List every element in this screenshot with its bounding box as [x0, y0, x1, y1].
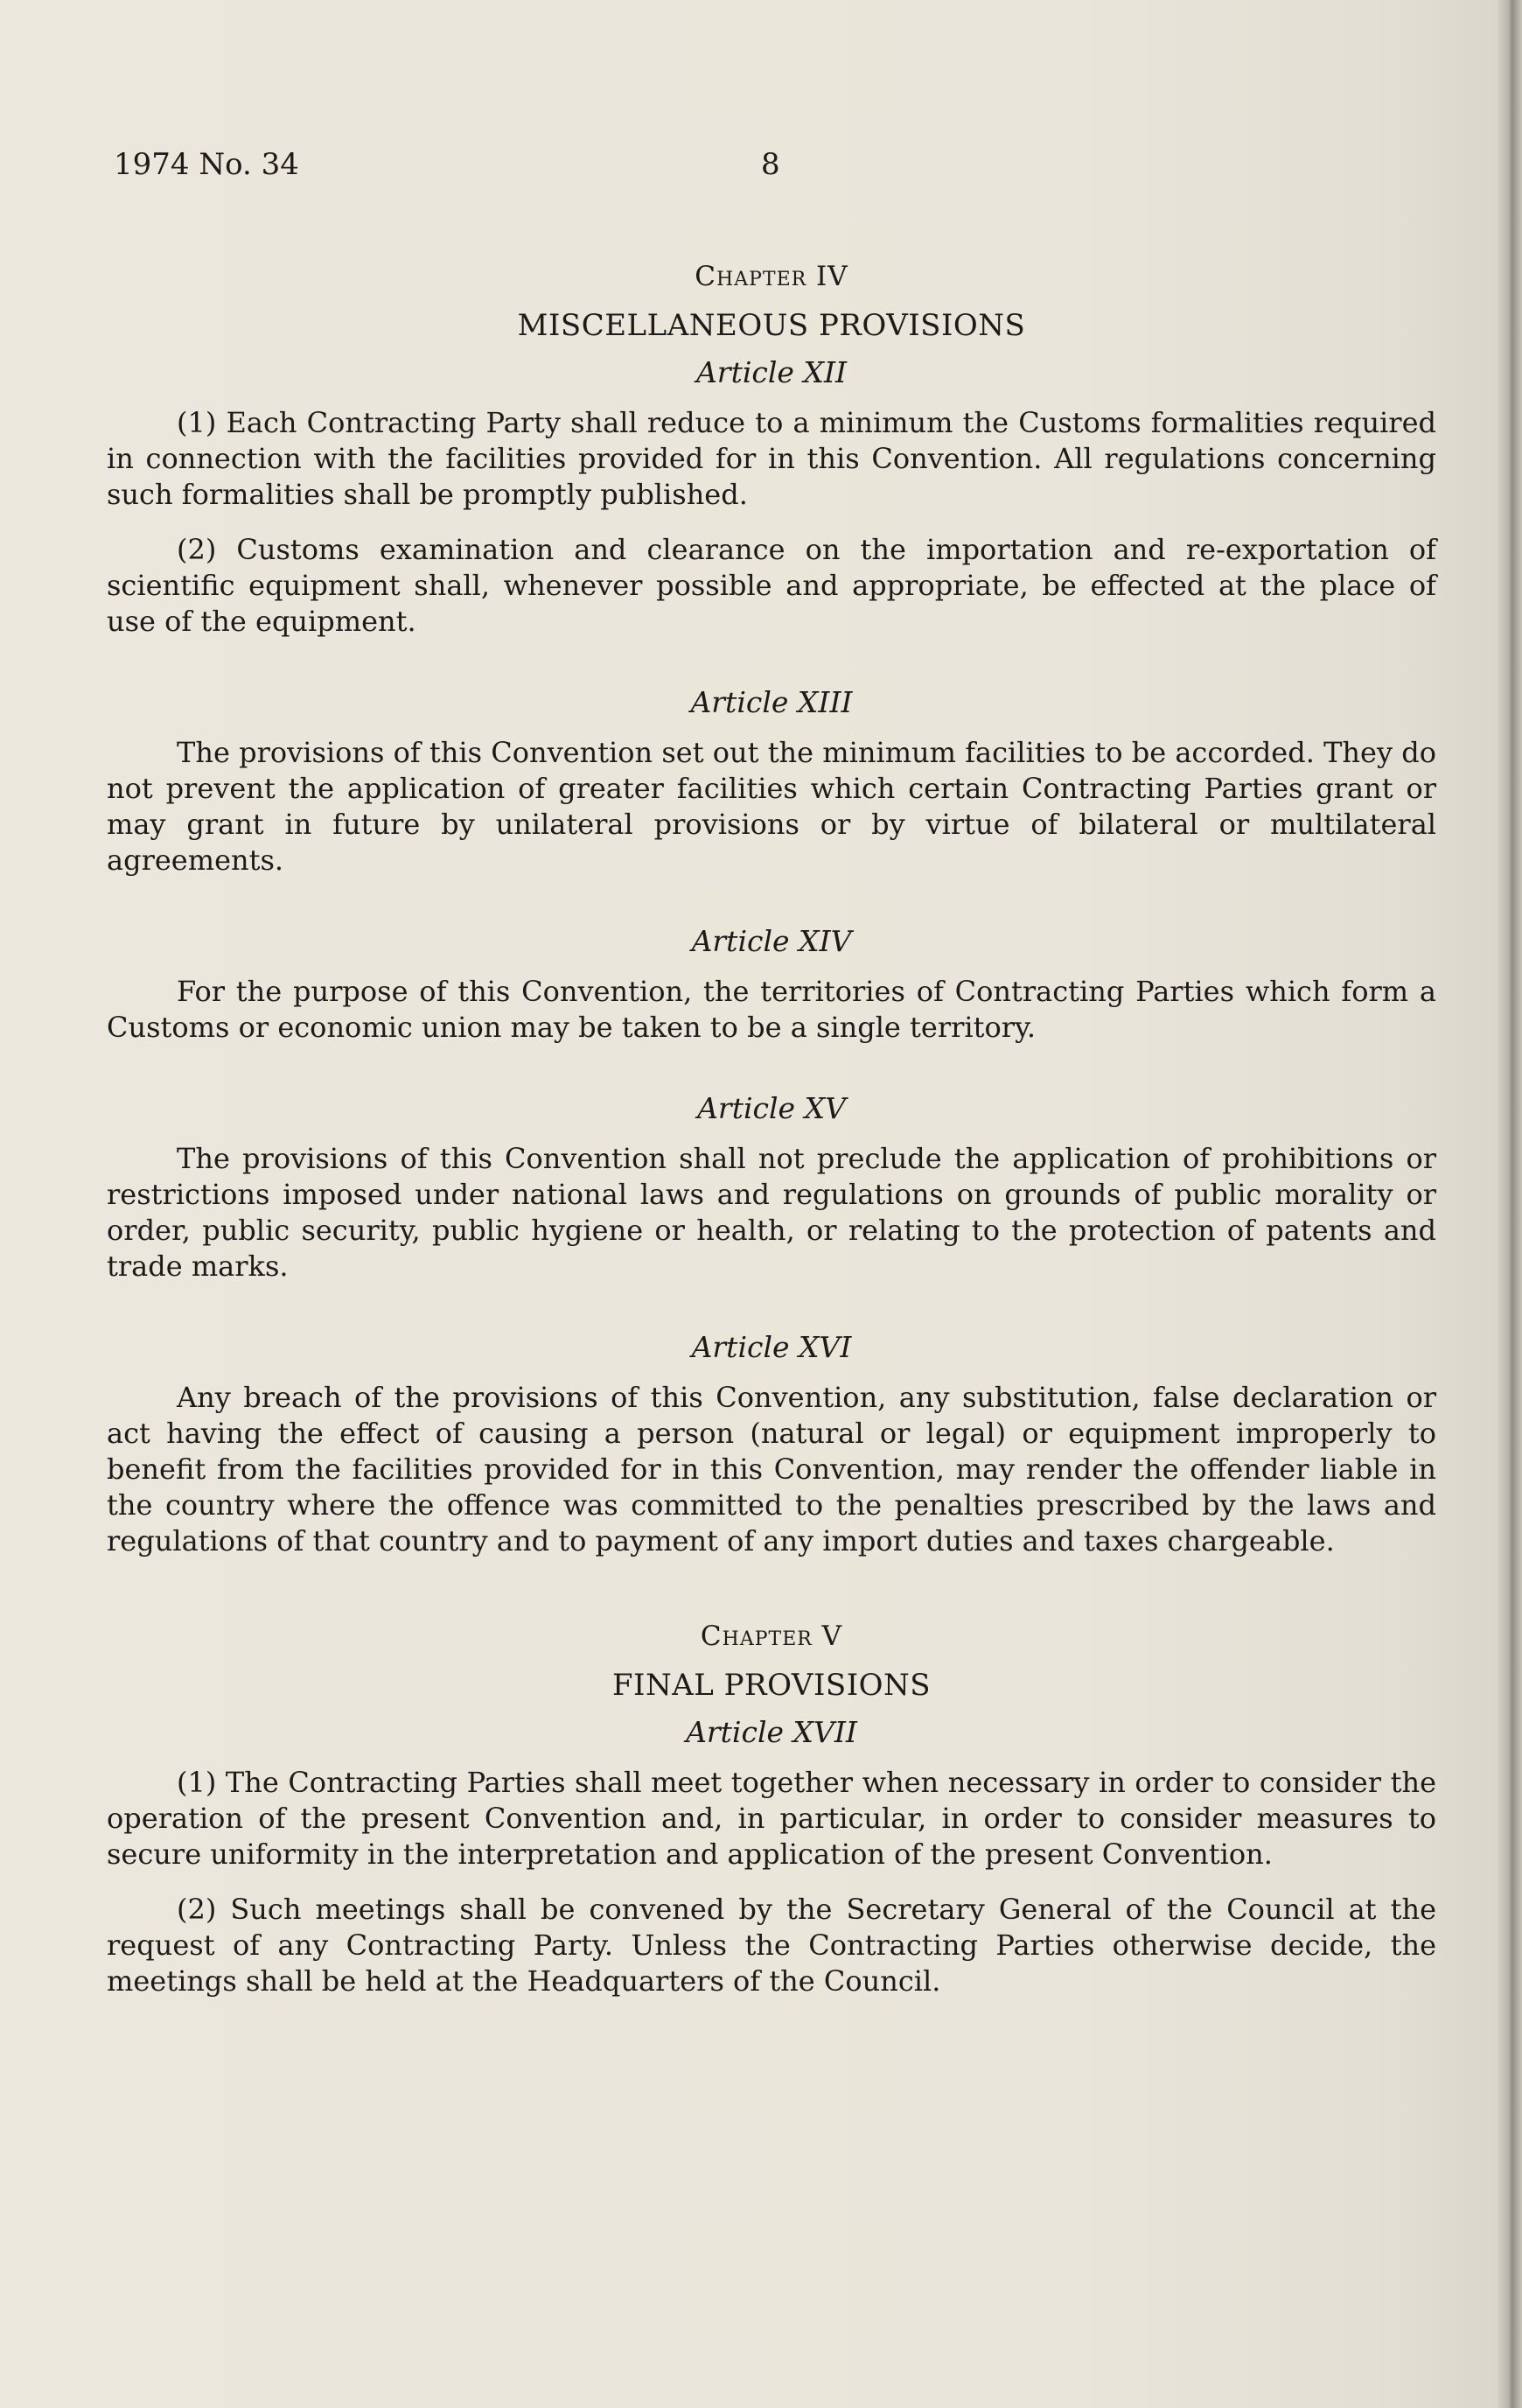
- page-header: [114, 147, 1426, 191]
- book-gutter: [1498, 0, 1522, 2408]
- article-paragraph: (1) The Contracting Parties shall meet together when necessary in order to consider the operation of the present Convention and, in particular, in order to consider measures to secure uniformity in the interpretation and application of the present Convention.: [107, 1766, 1436, 1871]
- article-paragraph: (2) Customs examination and clearance on the importation and re-exportation of scientific equipment shall, whenever possible and appropriate, be effected at the place of use of the equipment.: [107, 533, 1436, 638]
- article-heading: Article XIV: [691, 924, 852, 958]
- page-content: [107, 261, 1436, 2019]
- chapter-title: MISCELLANEOUS PROVISIONS: [517, 308, 1026, 343]
- page-number: 8: [761, 147, 780, 182]
- article-heading: Article XVI: [691, 1330, 852, 1364]
- chapter-title: FINAL PROVISIONS: [611, 1668, 932, 1703]
- article-paragraph: Any breach of the provisions of this Convention, any substitution, false declaration or act having the effect of causing a person (natural or legal) or equipment improperly to benefit from the facilities provided for in this Convention, may render the offender liable in the country where the offence was committed to the penalties prescribed by the laws and regulations of that country and to payment of any import duties and taxes chargeable.: [107, 1381, 1436, 1558]
- article-paragraph: The provisions of this Convention set out the minimum facilities to be accorded. They do not prevent the application of greater facilities which certain Contracting Parties grant or may grant in future by unilateral provisions or by virtue of bilateral or multilateral agreements.: [107, 736, 1436, 877]
- article-heading: Article XIII: [690, 685, 853, 719]
- chapter-label: Chapter V: [700, 1620, 843, 1652]
- article-paragraph: For the purpose of this Convention, the territories of Contracting Parties which form a Customs or economic union may be taken to be a single territory.: [107, 975, 1436, 1044]
- article-paragraph: (2) Such meetings shall be convened by the Secretary General of the Council at the request of any Contracting Party. Unless the Contracting Parties otherwise decide, the meetings shall be held at the Headquarters of the Council.: [107, 1893, 1436, 1998]
- article-paragraph: (1) Each Contracting Party shall reduce to a minimum the Customs formalities required in connection with the facilities provided for in this Convention. All regulations concerning such formalities shall be promptly published.: [107, 406, 1436, 511]
- article-heading: Article XVII: [686, 1715, 857, 1749]
- article-paragraph: The provisions of this Convention shall not preclude the application of prohibitions or restrictions imposed under national laws and regulations on grounds of public morality or order, public security, public hygiene or health, or relating to the protection of patents and trade marks.: [107, 1142, 1436, 1283]
- article-heading: Article XII: [695, 355, 848, 389]
- publication-reference: 1974 No. 34: [114, 147, 299, 182]
- chapter-label: Chapter IV: [695, 261, 848, 292]
- article-heading: Article XV: [697, 1091, 846, 1125]
